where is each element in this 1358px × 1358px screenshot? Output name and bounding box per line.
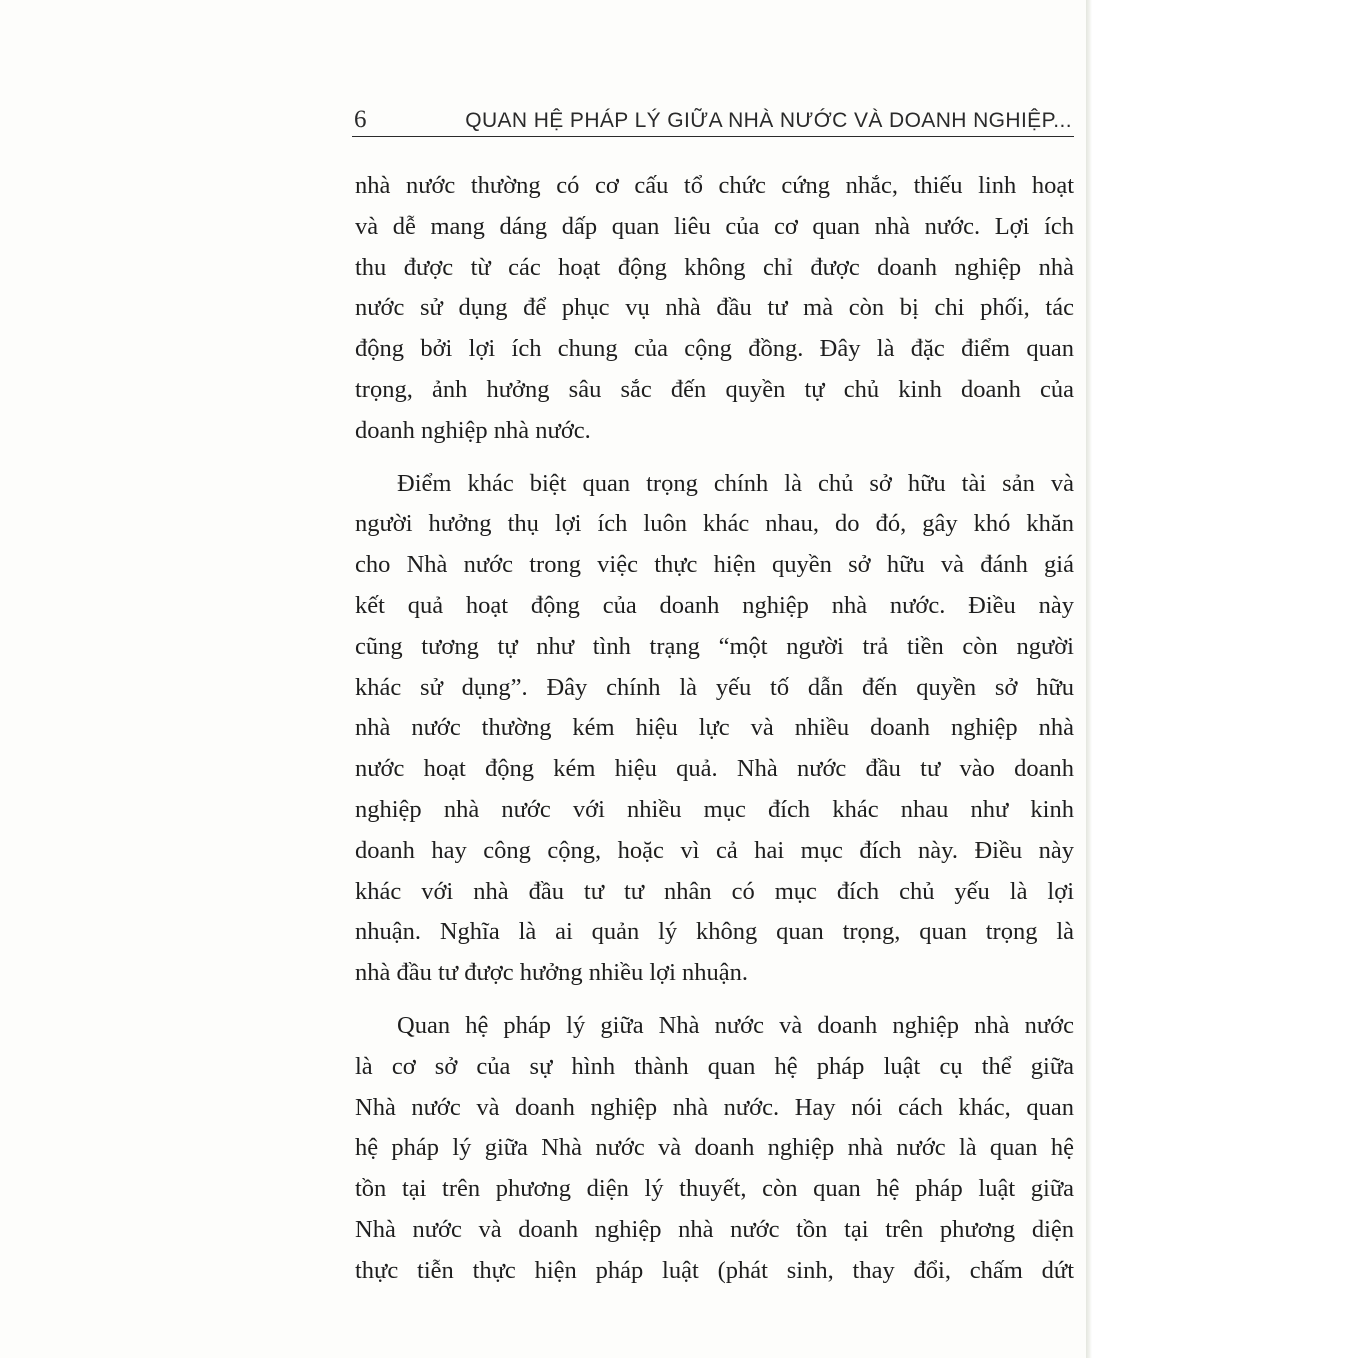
text-line: nhuận. Nghĩa là ai quản lý không quan trọng, quan trọng là — [355, 918, 1074, 946]
text-line: Điểm khác biệt quan trọng chính là chủ sở hữu tài sản và — [397, 469, 1074, 497]
page-header — [352, 104, 1074, 137]
running-title: QUAN HỆ PHÁP LÝ GIỮA NHÀ NƯỚC VÀ DOANH NGHIỆP... — [465, 109, 1072, 132]
page-number: 6 — [354, 106, 367, 133]
paragraph-2 — [355, 464, 1074, 994]
text-line: và dễ mang dáng dấp quan liêu của cơ quan nhà nước. Lợi ích — [355, 212, 1074, 240]
text-line: trọng, ảnh hưởng sâu sắc đến quyền tự chủ kinh doanh của — [355, 375, 1074, 403]
text-line: Quan hệ pháp lý giữa Nhà nước và doanh nghiệp nhà nước — [397, 1011, 1074, 1039]
paragraph-3 — [355, 1006, 1074, 1292]
page-edge-shadow — [1086, 0, 1092, 1358]
text-line: nhà nước thường có cơ cấu tổ chức cứng nhắc, thiếu linh hoạt — [355, 172, 1074, 199]
text-line: doanh nghiệp nhà nước. — [355, 416, 591, 444]
text-line: Nhà nước và doanh nghiệp nhà nước. Hay nói cách khác, quan — [355, 1093, 1074, 1121]
text-line: doanh hay công cộng, hoặc vì cả hai mục đích này. Điều này — [355, 836, 1074, 864]
text-line: nhà đầu tư được hưởng nhiều lợi nhuận. — [355, 959, 749, 987]
paragraph-1 — [355, 166, 1074, 452]
text-line: cho Nhà nước trong việc thực hiện quyền sở hữu và đánh giá — [355, 551, 1074, 579]
text-line: nhà nước thường kém hiệu lực và nhiều doanh nghiệp nhà — [355, 714, 1074, 742]
text-line: là cơ sở của sự hình thành quan hệ pháp luật cụ thể giữa — [355, 1052, 1074, 1080]
text-line: thu được từ các hoạt động không chỉ được doanh nghiệp nhà — [355, 253, 1074, 281]
text-line: hệ pháp lý giữa Nhà nước và doanh nghiệp nhà nước là quan hệ — [355, 1134, 1074, 1162]
text-line: khác sử dụng”. Đây chính là yếu tố dẫn đến quyền sở hữu — [355, 673, 1074, 701]
text-line: kết quả hoạt động của doanh nghiệp nhà nước. Điều này — [355, 591, 1074, 619]
text-line: nước sử dụng để phục vụ nhà đầu tư mà còn bị chi phối, tác — [355, 294, 1074, 322]
text-line: nước hoạt động kém hiệu quả. Nhà nước đầu tư vào doanh — [355, 755, 1074, 783]
text-line: nghiệp nhà nước với nhiều mục đích khác nhau như kinh — [355, 795, 1074, 823]
text-line: thực tiễn thực hiện pháp luật (phát sinh, thay đổi, chấm dứt — [355, 1256, 1074, 1284]
text-line: khác với nhà đầu tư tư nhân có mục đích chủ yếu là lợi — [355, 877, 1074, 905]
body-text — [355, 166, 1074, 1292]
text-line: động bởi lợi ích chung của cộng đồng. Đây là đặc điểm quan — [355, 335, 1074, 363]
text-line: người hưởng thụ lợi ích luôn khác nhau, do đó, gây khó khăn — [355, 510, 1074, 538]
text-line: tồn tại trên phương diện lý thuyết, còn quan hệ pháp luật giữa — [355, 1175, 1074, 1203]
text-line: Nhà nước và doanh nghiệp nhà nước tồn tại trên phương diện — [355, 1215, 1074, 1243]
text-line: cũng tương tự như tình trạng “một người trả tiền còn người — [355, 632, 1074, 660]
